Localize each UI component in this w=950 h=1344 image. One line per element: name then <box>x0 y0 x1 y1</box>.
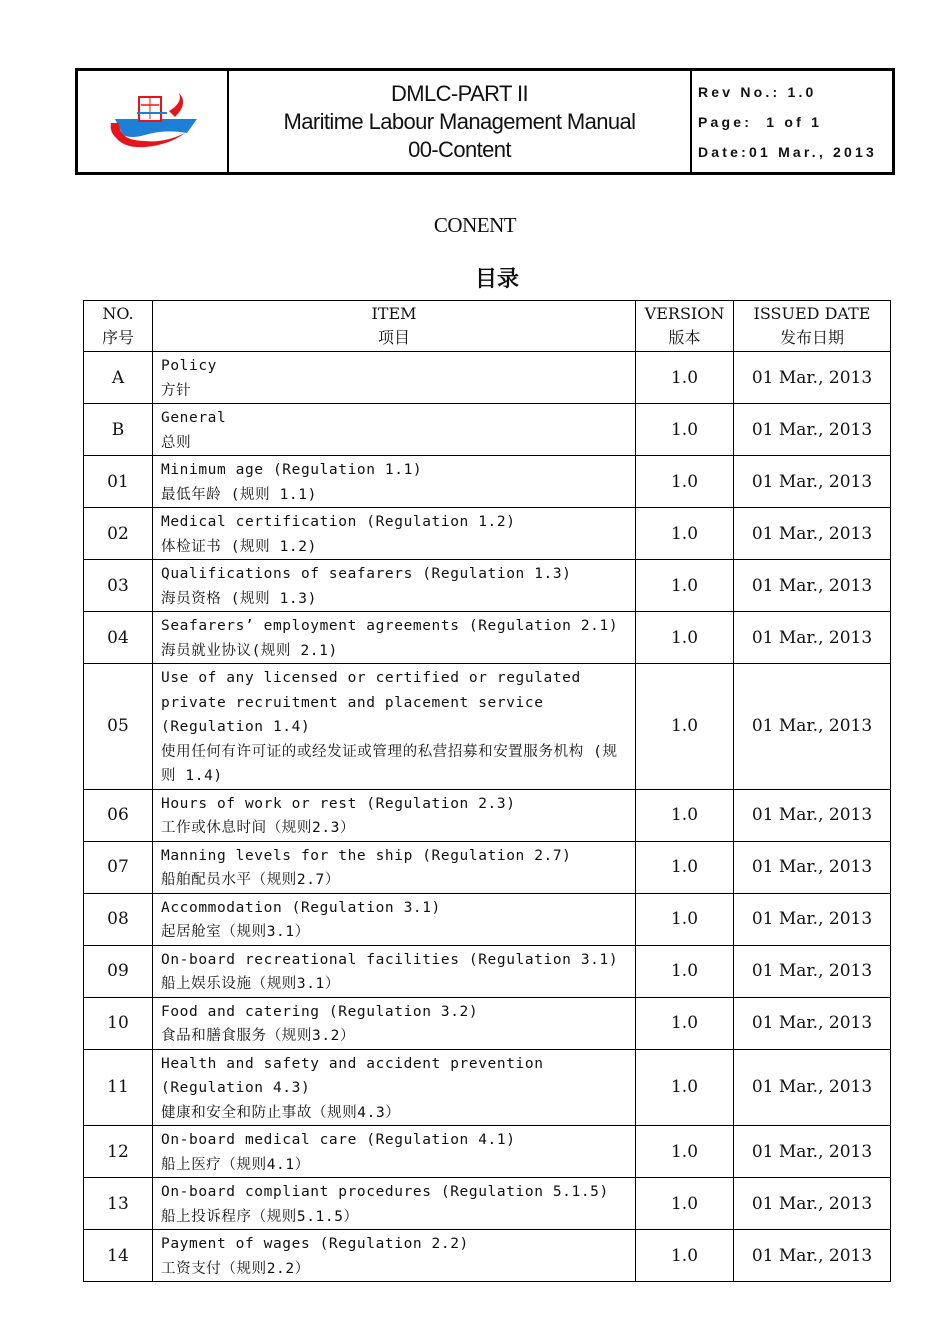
row-version: 1.0 <box>636 997 734 1049</box>
row-number: 13 <box>84 1178 153 1230</box>
row-issued-date: 01 Mar., 2013 <box>734 664 891 790</box>
row-item-zh: 工作或休息时间（规则2.3） <box>161 820 356 836</box>
row-item <box>153 560 636 612</box>
table-row <box>84 1126 891 1178</box>
table-row <box>84 893 891 945</box>
table-row <box>84 664 891 790</box>
row-item-en: General <box>161 410 227 426</box>
issue-date: Date:01 Mar., 2013 <box>698 143 878 160</box>
row-item-zh: 海员就业协议(规则 2.1) <box>161 642 338 659</box>
header-no <box>84 301 153 352</box>
row-number: 12 <box>84 1126 153 1178</box>
row-issued-date: 01 Mar., 2013 <box>734 560 891 612</box>
table-row <box>84 508 891 560</box>
row-issued-date: 01 Mar., 2013 <box>734 612 891 664</box>
row-number: 11 <box>84 1049 153 1126</box>
row-item <box>153 352 636 404</box>
row-item-en: Hours of work or rest (Regulation 2.3) <box>161 795 516 812</box>
row-item <box>153 997 636 1049</box>
row-number: 05 <box>84 664 153 790</box>
row-version: 1.0 <box>636 1049 734 1126</box>
row-item-zh: 海员资格 (规则 1.3) <box>161 590 317 607</box>
row-item <box>153 789 636 841</box>
row-item-en: On-board medical care (Regulation 4.1) <box>161 1132 516 1148</box>
header-title <box>229 71 692 172</box>
header-title-line1: DMLC-PART II <box>390 80 529 106</box>
row-number: 08 <box>84 893 153 945</box>
doc-title-en: CONENT <box>433 213 517 237</box>
row-item-en: Health and safety and accident prevention (Regulation 4.3) <box>161 1055 544 1096</box>
row-item-en: On-board compliant procedures (Regulation 5.1.5) <box>161 1184 609 1200</box>
table-row <box>84 456 891 508</box>
header-title-line2: Maritime Labour Management Manual <box>283 108 636 134</box>
table-row <box>84 841 891 893</box>
row-item-zh: 船舶配员水平（规则2.7） <box>161 872 340 888</box>
row-version: 1.0 <box>636 612 734 664</box>
header-version <box>636 301 734 352</box>
row-item-en: Qualifications of seafarers (Regulation 1.3) <box>161 566 572 582</box>
table-row <box>84 1230 891 1282</box>
row-version: 1.0 <box>636 404 734 456</box>
row-version: 1.0 <box>636 945 734 997</box>
header-issued-date <box>734 301 891 352</box>
row-item <box>153 893 636 945</box>
row-item <box>153 456 636 508</box>
header-item <box>153 301 636 352</box>
row-item <box>153 841 636 893</box>
row-item <box>153 1178 636 1230</box>
table-row <box>84 997 891 1049</box>
header-version-zh: 版本 <box>668 328 701 347</box>
table-body <box>84 352 891 1282</box>
row-item-zh: 食品和膳食服务（规则3.2） <box>161 1028 356 1044</box>
row-issued-date: 01 Mar., 2013 <box>734 352 891 404</box>
document-header <box>75 68 895 175</box>
row-item <box>153 508 636 560</box>
company-logo <box>105 89 201 155</box>
row-item-en: Food and catering (Regulation 3.2) <box>161 1003 479 1020</box>
table-row <box>84 945 891 997</box>
table-header-row <box>84 301 891 352</box>
row-issued-date: 01 Mar., 2013 <box>734 789 891 841</box>
row-number: 06 <box>84 789 153 841</box>
row-version: 1.0 <box>636 456 734 508</box>
row-item-en: Use of any licensed or certified or regulated private recruitment and placement service (Regulation 1.4) <box>161 670 581 735</box>
row-item-en: Minimum age (Regulation 1.1) <box>161 462 423 478</box>
row-issued-date: 01 Mar., 2013 <box>734 1230 891 1282</box>
row-number: A <box>84 352 153 404</box>
row-number: B <box>84 404 153 456</box>
table-row <box>84 560 891 612</box>
header-title-line3: 00-Content <box>408 136 511 162</box>
row-item-zh: 健康和安全和防止事故（规则4.3） <box>161 1104 401 1121</box>
row-version: 1.0 <box>636 841 734 893</box>
row-issued-date: 01 Mar., 2013 <box>734 404 891 456</box>
row-item-en: Seafarers’ employment agreements (Regulation 2.1) <box>161 618 619 634</box>
table-row <box>84 404 891 456</box>
row-item-en: Medical certification (Regulation 1.2) <box>161 514 516 530</box>
row-item <box>153 1230 636 1282</box>
table-row <box>84 1049 891 1126</box>
row-item-en: Accommodation (Regulation 3.1) <box>161 899 441 916</box>
header-version-en: VERSION <box>644 304 725 323</box>
table-row <box>84 1178 891 1230</box>
header-meta <box>692 71 892 172</box>
row-item-zh: 船上医疗（规则4.1） <box>161 1156 310 1173</box>
row-number: 01 <box>84 456 153 508</box>
row-item-en: Policy <box>161 358 217 374</box>
revision-number: Rev No.: 1.0 <box>698 83 817 100</box>
row-version: 1.0 <box>636 508 734 560</box>
row-issued-date: 01 Mar., 2013 <box>734 1126 891 1178</box>
header-item-en: ITEM <box>371 304 417 323</box>
row-version: 1.0 <box>636 1230 734 1282</box>
row-version: 1.0 <box>636 1178 734 1230</box>
row-version: 1.0 <box>636 352 734 404</box>
row-item <box>153 1049 636 1126</box>
row-item <box>153 404 636 456</box>
row-version: 1.0 <box>636 1126 734 1178</box>
row-issued-date: 01 Mar., 2013 <box>734 1049 891 1126</box>
row-item-zh: 起居舱室（规则3.1） <box>161 924 310 940</box>
row-item-zh: 总则 <box>161 434 192 451</box>
row-item-zh: 体检证书 (规则 1.2) <box>161 538 317 555</box>
row-item-zh: 最低年龄 (规则 1.1) <box>161 486 317 503</box>
row-issued-date: 01 Mar., 2013 <box>734 945 891 997</box>
row-item <box>153 612 636 664</box>
doc-title-zh: 目录 <box>474 266 519 291</box>
header-date-en: ISSUED DATE <box>753 304 871 323</box>
table-row <box>84 789 891 841</box>
row-item-zh: 船上投诉程序（规则5.1.5） <box>161 1208 359 1225</box>
row-item <box>153 664 636 790</box>
row-item <box>153 945 636 997</box>
table-row <box>84 612 891 664</box>
row-number: 04 <box>84 612 153 664</box>
row-number: 10 <box>84 997 153 1049</box>
row-item-zh: 使用任何有许可证的或经发证或管理的私营招募和安置服务机构 (规则 1.4) <box>161 743 618 784</box>
row-item-en: Payment of wages (Regulation 2.2) <box>161 1236 469 1252</box>
header-date-zh: 发布日期 <box>779 328 844 347</box>
row-number: 03 <box>84 560 153 612</box>
page-number: Page: 1 of 1 <box>698 113 823 130</box>
row-version: 1.0 <box>636 893 734 945</box>
row-number: 14 <box>84 1230 153 1282</box>
row-issued-date: 01 Mar., 2013 <box>734 508 891 560</box>
row-version: 1.0 <box>636 789 734 841</box>
row-item-zh: 船上娱乐设施（规则3.1） <box>161 976 340 992</box>
row-number: 07 <box>84 841 153 893</box>
row-number: 02 <box>84 508 153 560</box>
row-issued-date: 01 Mar., 2013 <box>734 1178 891 1230</box>
row-issued-date: 01 Mar., 2013 <box>734 893 891 945</box>
row-item-en: Manning levels for the ship (Regulation 2.7) <box>161 847 572 864</box>
row-version: 1.0 <box>636 560 734 612</box>
table-row <box>84 352 891 404</box>
header-item-zh: 项目 <box>377 328 410 347</box>
header-no-zh: 序号 <box>101 328 134 347</box>
row-item <box>153 1126 636 1178</box>
contents-table <box>83 300 891 1282</box>
row-issued-date: 01 Mar., 2013 <box>734 456 891 508</box>
row-item-zh: 方针 <box>161 382 192 399</box>
header-no-en: NO. <box>102 304 134 323</box>
row-item-en: On-board recreational facilities (Regulation 3.1) <box>161 951 619 968</box>
logo-cell <box>78 71 229 172</box>
row-number: 09 <box>84 945 153 997</box>
row-issued-date: 01 Mar., 2013 <box>734 841 891 893</box>
row-item-zh: 工资支付（规则2.2） <box>161 1260 310 1277</box>
row-issued-date: 01 Mar., 2013 <box>734 997 891 1049</box>
row-version: 1.0 <box>636 664 734 790</box>
